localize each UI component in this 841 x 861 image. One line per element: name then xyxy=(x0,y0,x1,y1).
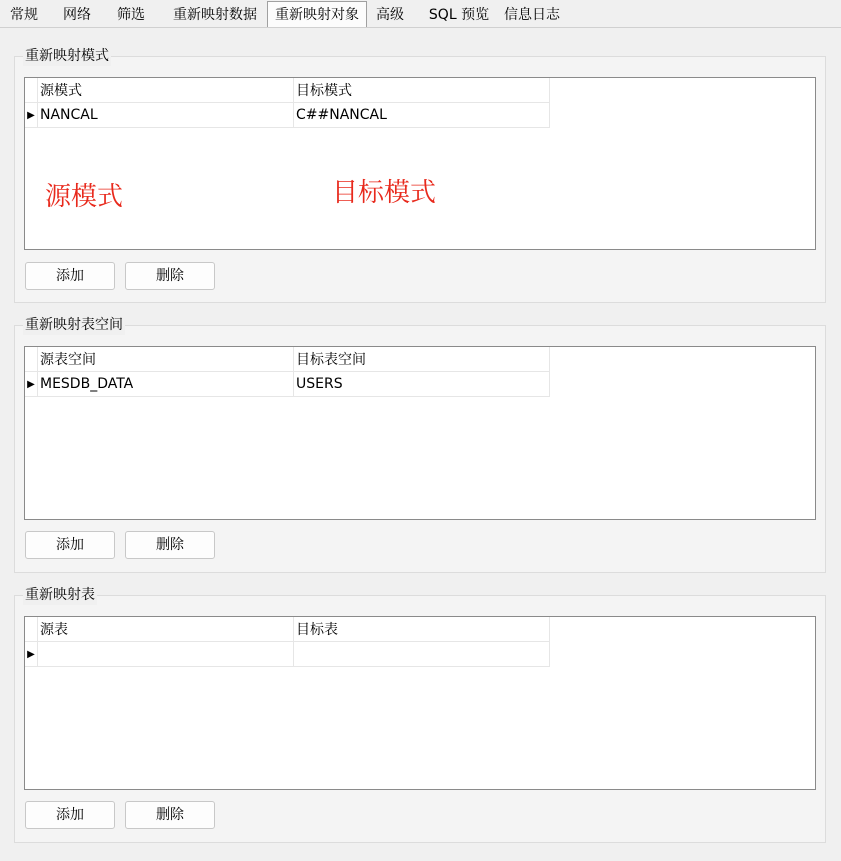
tab-filter[interactable]: 筛选 xyxy=(117,7,145,23)
tab-remap-objects[interactable]: 重新映射对象 xyxy=(267,1,367,28)
table-header-row xyxy=(25,78,550,103)
column-header-target-schema[interactable]: 目标模式 xyxy=(294,78,550,103)
tab-advanced[interactable]: 高级 xyxy=(376,7,404,23)
current-row-arrow-icon: ▶ xyxy=(25,103,38,128)
annotation-source-schema: 源模式 xyxy=(45,182,124,212)
table-header-row xyxy=(25,617,550,642)
tab-network[interactable]: 网络 xyxy=(63,7,91,23)
tab-bar xyxy=(0,0,841,28)
tab-bar-divider xyxy=(0,27,841,28)
tablespace-delete-button[interactable]: 删除 xyxy=(125,531,215,559)
tab-sql-preview[interactable]: SQL 预览 xyxy=(428,7,490,23)
row-indicator-header xyxy=(25,78,38,103)
table-mapping-group xyxy=(14,587,826,843)
schema-mapping-grid[interactable] xyxy=(24,77,816,250)
tablespace-mapping-group xyxy=(14,317,826,573)
schema-mapping-title: 重新映射模式 xyxy=(25,48,109,64)
schema-mapping-table xyxy=(25,78,550,128)
source-tablespace-cell[interactable]: MESDB_DATA xyxy=(38,372,294,397)
table-delete-button[interactable]: 删除 xyxy=(125,801,215,829)
target-schema-cell[interactable]: C##NANCAL xyxy=(294,103,550,128)
source-table-cell[interactable] xyxy=(38,642,294,667)
column-header-source-tablespace[interactable]: 源表空间 xyxy=(38,347,294,372)
column-header-source-table[interactable]: 源表 xyxy=(38,617,294,642)
table-mapping-grid[interactable] xyxy=(24,616,816,790)
schema-delete-button[interactable]: 删除 xyxy=(125,262,215,290)
tab-general[interactable]: 常规 xyxy=(10,7,38,23)
row-indicator-header xyxy=(25,347,38,372)
tab-info-log[interactable]: 信息日志 xyxy=(504,7,560,23)
table-row[interactable] xyxy=(25,372,550,397)
table-mapping-title: 重新映射表 xyxy=(25,587,95,603)
tablespace-mapping-title: 重新映射表空间 xyxy=(25,317,123,333)
schema-add-button[interactable]: 添加 xyxy=(25,262,115,290)
column-header-source-schema[interactable]: 源模式 xyxy=(38,78,294,103)
tablespace-mapping-table xyxy=(25,347,550,397)
target-tablespace-cell[interactable]: USERS xyxy=(294,372,550,397)
annotation-target-schema: 目标模式 xyxy=(332,178,437,208)
table-header-row xyxy=(25,347,550,372)
table-add-button[interactable]: 添加 xyxy=(25,801,115,829)
tablespace-mapping-grid[interactable] xyxy=(24,346,816,520)
table-row[interactable] xyxy=(25,642,550,667)
column-header-target-table[interactable]: 目标表 xyxy=(294,617,550,642)
column-header-target-tablespace[interactable]: 目标表空间 xyxy=(294,347,550,372)
table-row[interactable] xyxy=(25,103,550,128)
current-row-arrow-icon: ▶ xyxy=(25,642,38,667)
current-row-arrow-icon: ▶ xyxy=(25,372,38,397)
source-schema-cell[interactable]: NANCAL xyxy=(38,103,294,128)
tablespace-add-button[interactable]: 添加 xyxy=(25,531,115,559)
schema-mapping-group xyxy=(14,48,826,303)
target-table-cell[interactable] xyxy=(294,642,550,667)
row-indicator-header xyxy=(25,617,38,642)
tab-remap-data[interactable]: 重新映射数据 xyxy=(173,7,257,23)
table-mapping-table xyxy=(25,617,550,667)
